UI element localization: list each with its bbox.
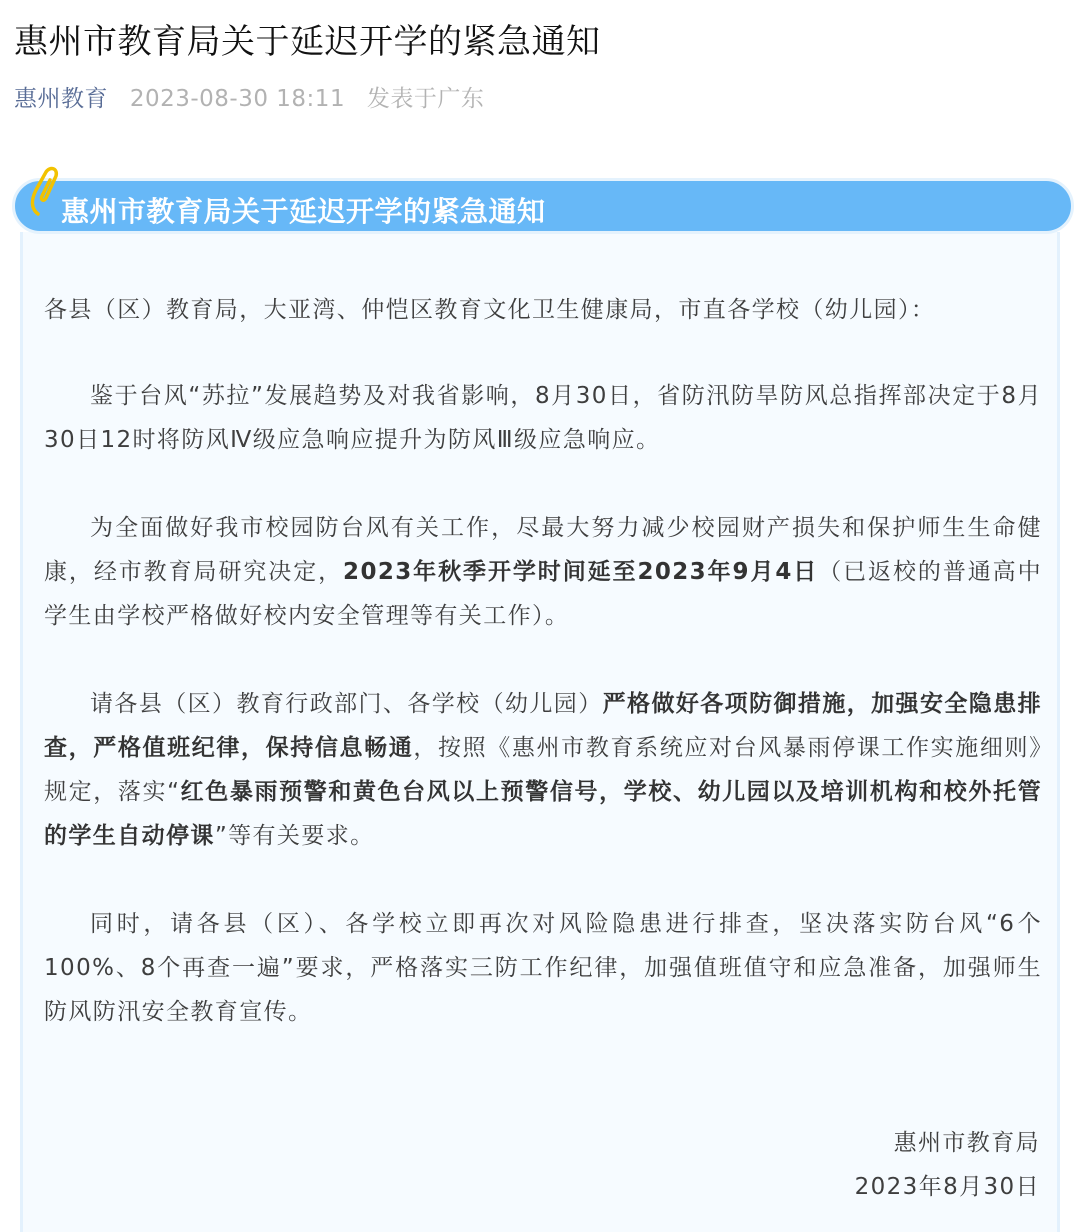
p2-text: 为全面做好我市校园防台风有关工作，尽最大努力减少校园财产损失和保护师生生命健康，经市教育局研究决定，: [44, 515, 1042, 585]
notice-banner: [12, 178, 1074, 234]
publish-time: 2023-08-30 18:11: [129, 86, 346, 112]
article-title: 惠州市教育局关于延迟开学的紧急通知: [14, 22, 601, 62]
p3-bold-2: 红色暴雨预警和黄色台风以上预警信号，学校、幼儿园以及培训机构和校外托管的学生自动停课: [44, 779, 1042, 849]
article-meta: [14, 80, 484, 113]
paragraph-3: [44, 682, 1042, 858]
p3-text-end: ”等有关要求。: [214, 823, 375, 849]
signature-date: 2023年8月30日: [854, 1174, 1040, 1200]
publish-location: 发表于广东: [366, 86, 485, 112]
p3-text-mid: ，按照《惠州市教育系统应对台风暴雨停课工作实施细则》规定，落实“: [44, 735, 1043, 805]
banner-title: 惠州市教育局关于延迟开学的紧急通知: [61, 195, 546, 228]
paperclip-icon: [26, 164, 64, 220]
greeting: 各县（区）教育局，大亚湾、仲恺区教育文化卫生健康局，市直各学校（幼儿园）：: [44, 297, 936, 323]
paragraph-2: [44, 506, 1042, 638]
p2-bold: 2023年秋季开学时间延至2023年9月4日: [343, 559, 819, 585]
paragraph-1: 鉴于台风“苏拉”发展趋势及对我省影响，8月30日，省防汛防旱防风总指挥部决定于8月30日12时将防风Ⅳ级应急响应提升为防风Ⅲ级应急响应。: [44, 383, 1042, 453]
p3-text: 请各县（区）教育行政部门、各学校（幼儿园）: [90, 691, 603, 717]
p3-bold-1: 严格做好各项防御措施，加强安全隐患排查，严格值班纪律，保持信息畅通: [44, 691, 1042, 761]
author-link[interactable]: 惠州教育: [14, 86, 108, 112]
p2-text-end: （已返校的普通高中学生由学校严格做好校内安全管理等有关工作）。: [44, 559, 1042, 629]
paragraph-4: 同时，请各县（区）、各学校立即再次对风险隐患进行排查，坚决落实防台风“6个100%、8个再查一遍”要求，严格落实三防工作纪律，加强值班值守和应急准备，加强师生防风防汛安全教育宣传。: [44, 911, 1042, 1025]
signature-org: 惠州市教育局: [893, 1130, 1040, 1156]
